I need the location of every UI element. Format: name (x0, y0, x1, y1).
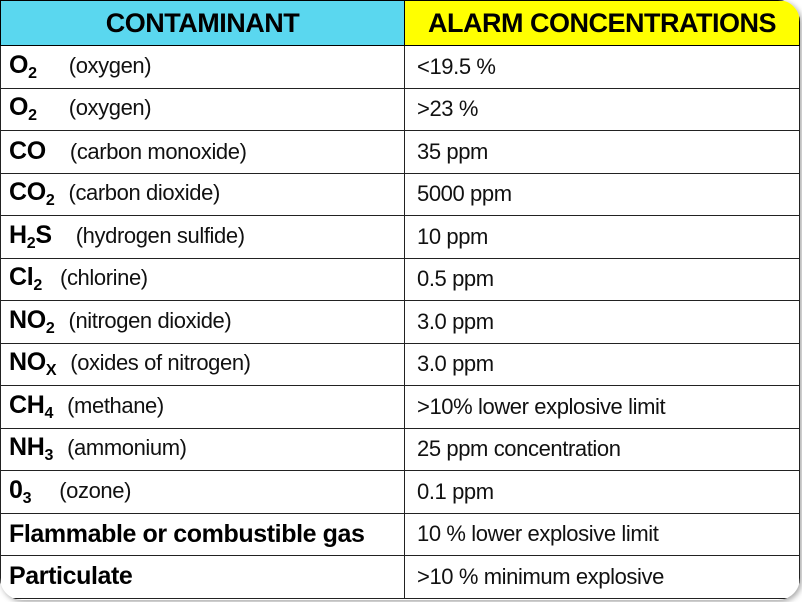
contaminant-column-header: CONTAMINANT (1, 1, 405, 46)
contaminant-cell (1, 386, 405, 429)
contaminant-cell (1, 513, 405, 556)
alarm-concentration-cell: 5000 ppm (405, 173, 800, 216)
chemical-formula: $CH_4$ (9, 390, 54, 422)
alarm-concentration-cell: 35 ppm (405, 131, 800, 174)
contaminant-description: (nitrogen dioxide) (68, 307, 232, 333)
contaminant-cell (1, 428, 405, 471)
contaminant-name: Particulate (9, 562, 133, 591)
contaminant-cell (1, 471, 405, 514)
chemical-formula: $H_2S$ (9, 220, 52, 252)
contaminant-cell (1, 301, 405, 344)
chemical-formula: $0_3$ (9, 475, 32, 507)
chemical-formula: $O_2$ (9, 93, 37, 125)
table-row (1, 301, 800, 344)
alarm-concentration-cell: 0.1 ppm (405, 471, 800, 514)
alarm-concentration-cell: 0.5 ppm (405, 258, 800, 301)
alarm-concentration-cell: >10% lower explosive limit (405, 386, 800, 429)
chemical-formula: $NO_2$ (9, 305, 55, 337)
table-row (1, 216, 800, 259)
contaminant-cell (1, 556, 405, 599)
contaminant-description: (chlorine) (60, 265, 148, 291)
alarm-concentration-cell: >23 % (405, 88, 800, 131)
contaminant-cell (1, 216, 405, 259)
alarm-concentration-cell: 25 ppm concentration (405, 428, 800, 471)
alarm-concentration-cell: 3.0 ppm (405, 301, 800, 344)
contaminant-cell (1, 46, 405, 89)
table-row (1, 173, 800, 216)
contaminant-name: Flammable or combustible gas (9, 519, 365, 548)
contaminant-description: (carbon dioxide) (68, 180, 220, 206)
table-row (1, 471, 800, 514)
table-row (1, 46, 800, 89)
table-row (1, 343, 800, 386)
alarm-concentration-cell: >10 % minimum explosive (405, 556, 800, 599)
table-row (1, 131, 800, 174)
table-row (1, 556, 800, 599)
contaminant-description: (oxygen) (68, 95, 152, 121)
contaminant-description: (oxygen) (68, 52, 152, 78)
chemical-formula: CO (9, 137, 46, 166)
alarm-concentration-cell: <19.5 % (405, 46, 800, 89)
contaminant-description: (oxides of nitrogen) (70, 350, 251, 376)
chemical-formula: $NH_3$ (9, 433, 54, 465)
alarm-concentrations-column-header: ALARM CONCENTRATIONS (405, 1, 800, 46)
table-row (1, 386, 800, 429)
contaminant-cell (1, 88, 405, 131)
table-row (1, 88, 800, 131)
contaminant-description: (hydrogen sulfide) (75, 222, 245, 248)
contaminant-description: (ammonium) (67, 435, 187, 461)
table-header-row (1, 1, 800, 46)
contaminant-description: (carbon monoxide) (69, 139, 247, 165)
contaminant-description: (ozone) (59, 477, 132, 503)
chemical-formula: $NO_X$ (9, 348, 57, 380)
alarm-concentration-cell: 3.0 ppm (405, 343, 800, 386)
chemical-formula: $O_2$ (9, 50, 37, 82)
contaminant-cell (1, 173, 405, 216)
contaminant-cell (1, 343, 405, 386)
alarm-concentration-cell: 10 % lower explosive limit (405, 513, 800, 556)
contaminant-cell (1, 258, 405, 301)
table-row (1, 258, 800, 301)
table-row (1, 428, 800, 471)
chemical-formula: $CO_2$ (9, 178, 55, 210)
alarm-concentration-cell: 10 ppm (405, 216, 800, 259)
contaminant-cell (1, 131, 405, 174)
contaminant-description: (methane) (67, 392, 164, 418)
chemical-formula: $Cl_2$ (9, 263, 43, 295)
table-row (1, 513, 800, 556)
